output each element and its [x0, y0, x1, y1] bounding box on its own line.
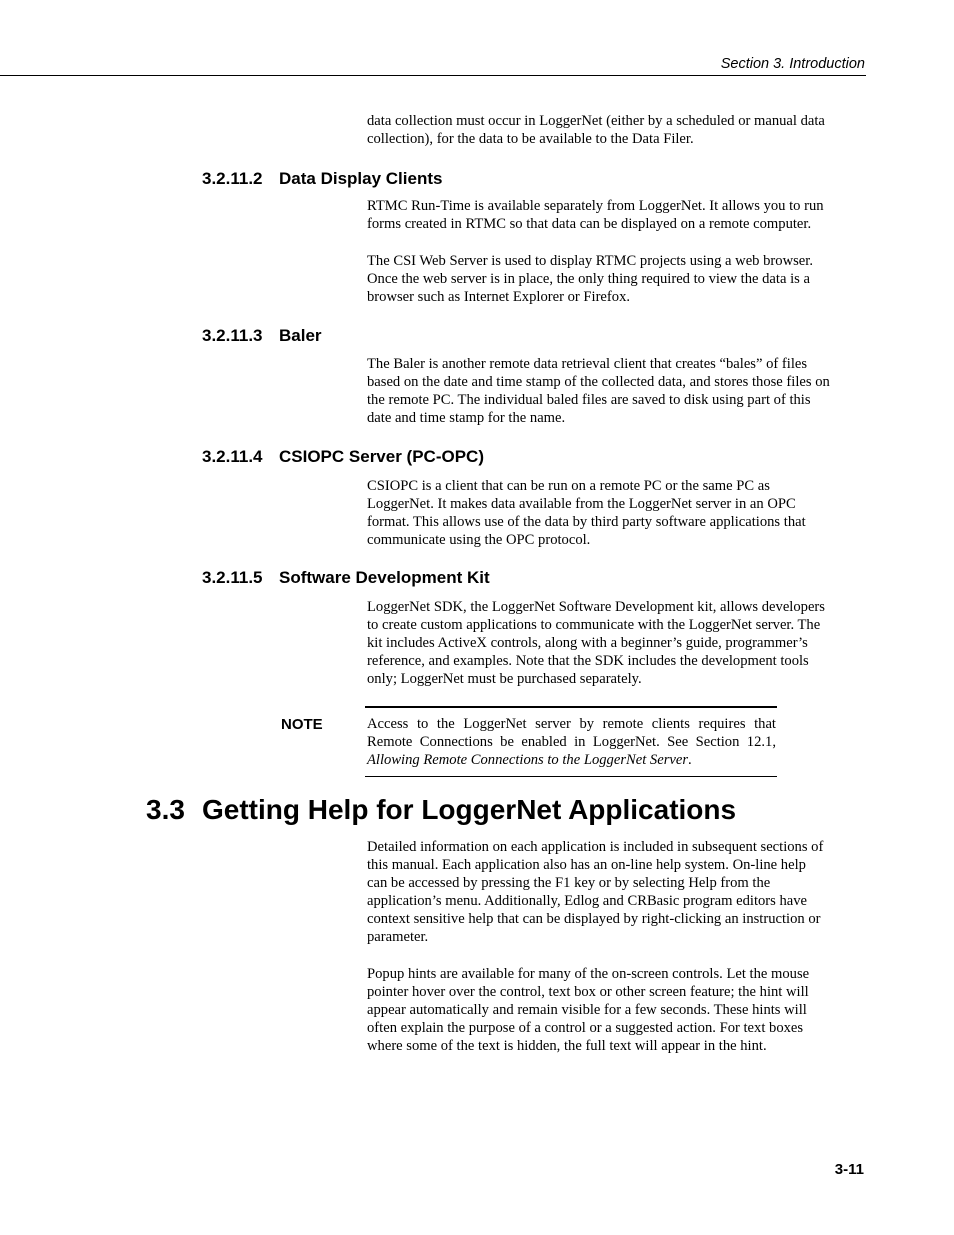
text-line: kit includes ActiveX controls, along with a beginner’s guide, programmer’s	[367, 635, 808, 651]
paragraph	[367, 355, 863, 427]
section-title: Software Development Kit	[279, 568, 490, 587]
paragraph	[367, 477, 863, 549]
header-rule	[0, 75, 866, 76]
section-number: 3.2.11.3	[202, 326, 263, 345]
page-number: 3-11	[834, 1161, 864, 1178]
text-line: based on the date and time stamp of the collected data, and stores those files on	[367, 374, 830, 390]
text-line: this manual. Each application also has an on-line help system. On-line help	[367, 857, 806, 873]
paragraph	[367, 197, 863, 233]
section-heading-data-display-clients	[202, 169, 442, 189]
text-line: The Baler is another remote data retrieval client that creates “bales” of files	[367, 356, 808, 372]
section-number: 3.2.11.5	[202, 568, 263, 587]
section-title: CSIOPC Server (PC-OPC)	[279, 447, 484, 466]
section-number: 3.2.11.4	[202, 447, 263, 466]
text-line: LoggerNet. It makes data available from the LoggerNet server in an OPC	[367, 496, 796, 512]
text-line: where some of the text is hidden, the full text will appear in the hint.	[367, 1038, 767, 1054]
note-text	[367, 715, 776, 769]
section-number: 3.2.11.2	[202, 169, 263, 188]
text-line: Once the web server is in place, the only thing required to view the data is a	[367, 271, 810, 287]
paragraph	[367, 252, 863, 306]
running-head: Section 3. Introduction	[720, 56, 865, 72]
text-line: Detailed information on each application is included in subsequent sections of	[367, 839, 824, 855]
section-title: Data Display Clients	[279, 169, 443, 188]
text-line: format. This allows use of the data by third party software applications that	[367, 514, 806, 530]
section-title: Getting Help for LoggerNet Applications	[202, 794, 737, 825]
text-line: often explain the purpose of a control or a suggested action. For text boxes	[367, 1020, 804, 1036]
section-heading-getting-help	[146, 794, 736, 826]
section-number: 3.3	[146, 794, 185, 825]
intro-paragraph	[367, 112, 863, 148]
text-line: the remote PC. The individual baled files are saved to disk using part of this	[367, 392, 811, 408]
text-line: pointer hover over the control, text box or other screen feature; the hint will	[367, 984, 809, 1000]
text-line: communicate using the OPC protocol.	[367, 532, 591, 548]
text-line: reference, and examples. Note that the SDK includes the development tools	[367, 653, 809, 669]
text-line: forms created in RTMC so that data can be displayed on a remote computer.	[367, 216, 812, 232]
paragraph	[367, 965, 863, 1055]
paragraph	[367, 598, 863, 688]
note-cross-reference[interactable]: Allowing Remote Connections to the LoggerNet Server	[367, 752, 689, 768]
text-line: RTMC Run-Time is available separately from LoggerNet. It allows you to run	[367, 198, 824, 214]
text-line: CSIOPC is a client that can be run on a remote PC or the same PC as	[367, 478, 770, 494]
note-top-rule	[365, 706, 777, 708]
text-line: The CSI Web Server is used to display RTMC projects using a web browser.	[367, 253, 813, 269]
text-line: can be accessed by pressing the F1 key or by selecting Help from the	[367, 875, 771, 891]
paragraph	[367, 838, 863, 946]
note-bottom-rule	[365, 776, 777, 777]
text-line: LoggerNet SDK, the LoggerNet Software Development kit, allows developers	[367, 599, 825, 615]
section-heading-software-development-kit	[202, 568, 490, 588]
text-line: parameter.	[367, 929, 429, 945]
note-label: NOTE	[281, 716, 323, 733]
text-line: collection), for the data to be available to the Data Filer.	[367, 131, 694, 147]
text-line: data collection must occur in LoggerNet (either by a scheduled or manual data	[367, 113, 825, 129]
section-heading-baler	[202, 326, 322, 346]
note-end: .	[688, 752, 692, 768]
text-line: Popup hints are available for many of the on-screen controls. Let the mouse	[367, 966, 810, 982]
text-line: application’s menu. Additionally, Edlog and CRBasic program editors have	[367, 893, 808, 909]
section-title: Baler	[279, 326, 322, 345]
text-line: browser such as Internet Explorer or Firefox.	[367, 289, 631, 305]
text-line: date and time stamp for the name.	[367, 410, 566, 426]
text-line: appear automatically and remain visible for a few seconds. These hints will	[367, 1002, 807, 1018]
text-line: to create custom applications to communicate with the LoggerNet server. The	[367, 617, 821, 633]
section-heading-csiopc-server	[202, 447, 484, 467]
text-line: only; LoggerNet must be purchased separately.	[367, 671, 642, 687]
text-line: context sensitive help that can be displayed by right-clicking an instruction or	[367, 911, 821, 927]
note-body: Access to the LoggerNet server by remote clients requires that Remote Connections be enabled in LoggerNet. See Section 12.1,	[367, 716, 776, 750]
